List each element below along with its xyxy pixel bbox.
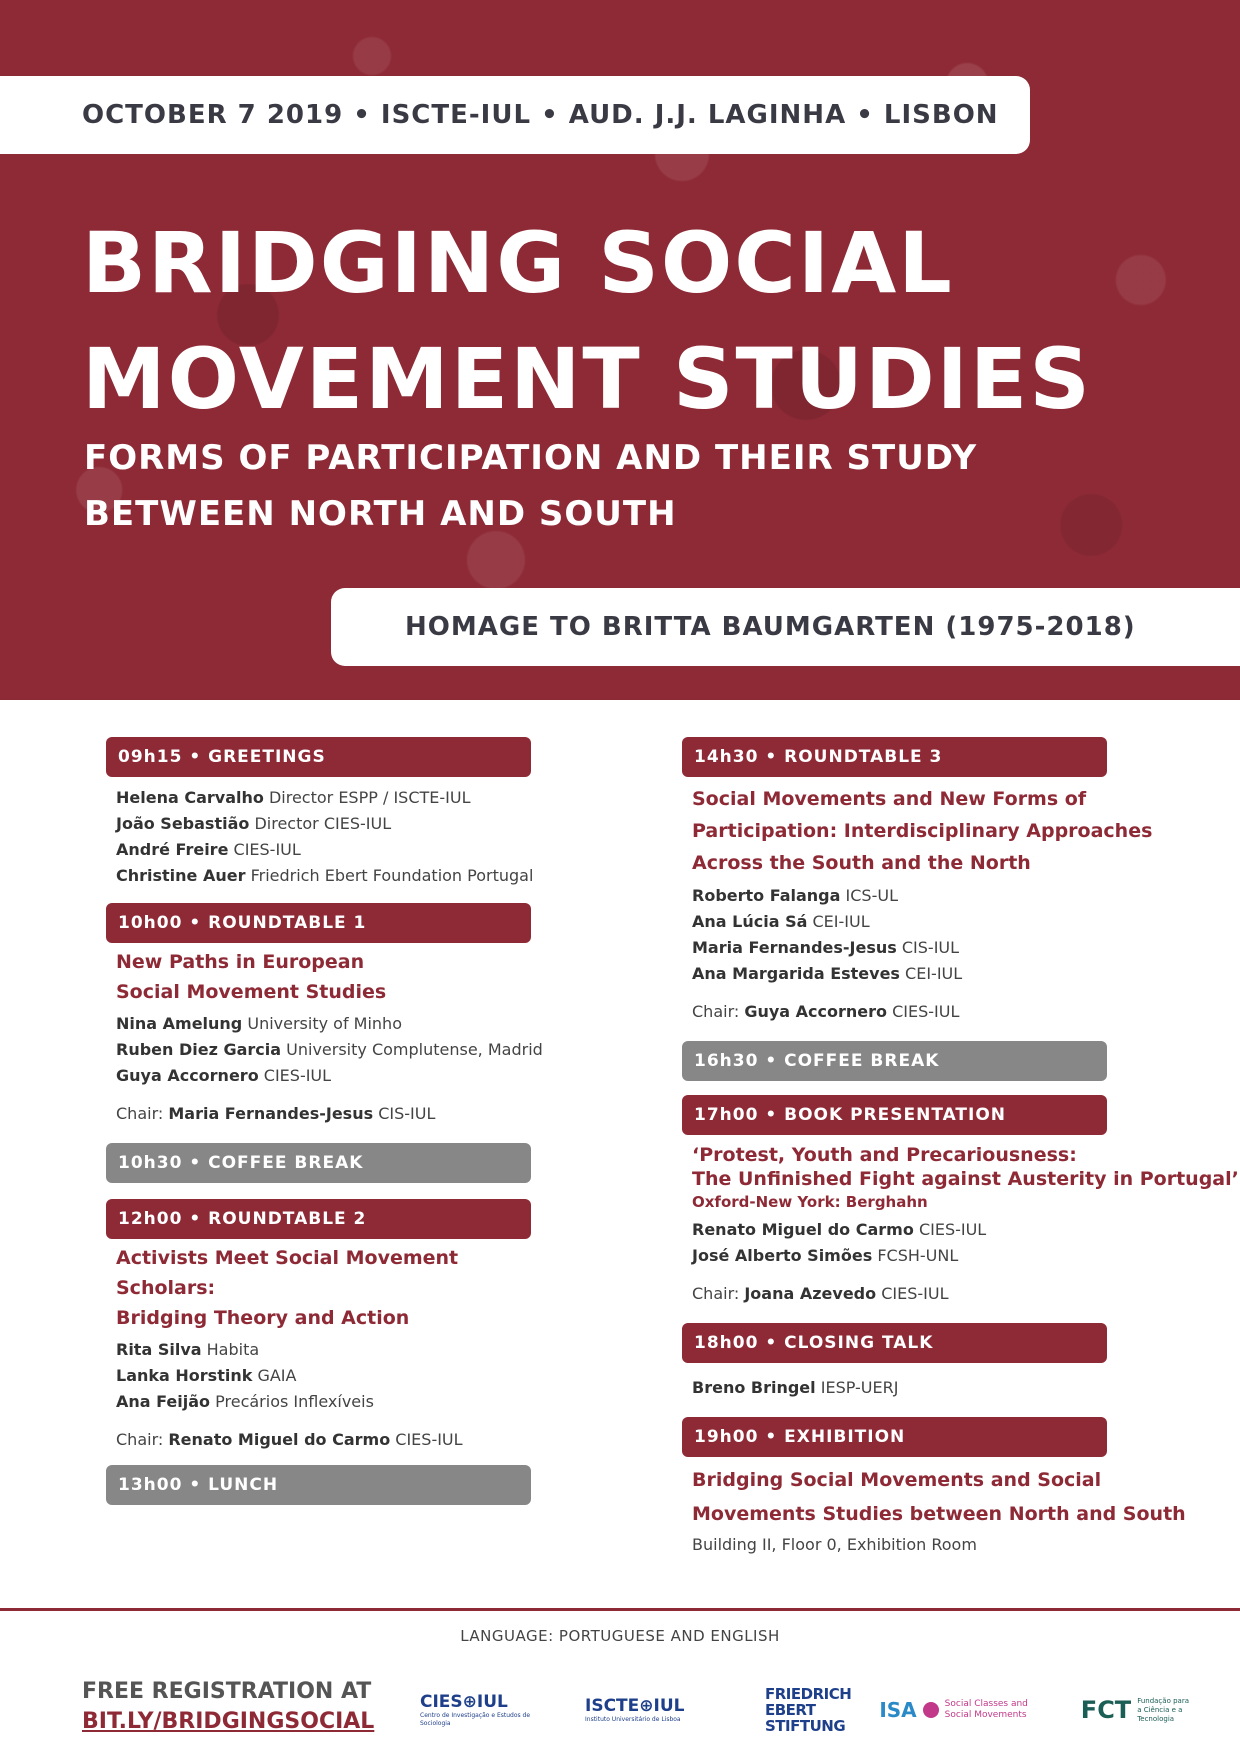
session-header: 18h00 • CLOSING TALK xyxy=(682,1323,1107,1363)
date-location-bar xyxy=(0,76,1030,154)
subtitle-line-2: BETWEEN NORTH AND SOUTH xyxy=(84,494,677,534)
session-lunch xyxy=(106,1465,531,1505)
speaker-list xyxy=(692,1217,1222,1269)
speaker-list xyxy=(692,1375,1222,1401)
speaker: André Freire CIES-IUL xyxy=(116,840,301,859)
speaker-list xyxy=(692,883,1222,987)
session-chair: Chair: Guya Accornero CIES-IUL xyxy=(692,1002,960,1021)
session-roundtable-1 xyxy=(106,903,543,1127)
session-header: 12h00 • ROUNDTABLE 2 xyxy=(106,1199,531,1239)
speaker-list xyxy=(116,1337,531,1415)
speaker: Ana Feijão Precários Inflexíveis xyxy=(116,1392,374,1411)
speaker: Guya Accornero CIES-IUL xyxy=(116,1066,332,1085)
session-chair: Chair: Joana Azevedo CIES-IUL xyxy=(692,1284,949,1303)
session-header: 13h00 • LUNCH xyxy=(106,1465,531,1505)
session-header: 19h00 • EXHIBITION xyxy=(682,1417,1107,1457)
session-header: 16h30 • COFFEE BREAK xyxy=(682,1041,1107,1081)
speaker: Maria Fernandes-Jesus CIS-IUL xyxy=(692,938,960,957)
speaker: Christine Auer Friedrich Ebert Foundation Portugal xyxy=(116,866,534,885)
speaker: Lanka Horstink GAIA xyxy=(116,1366,297,1385)
session-closing-talk xyxy=(682,1323,1222,1401)
isa-logo: ISA Social Classes and Social Movements xyxy=(879,1698,1028,1722)
session-book-presentation xyxy=(682,1095,1239,1307)
session-exhibition xyxy=(682,1417,1222,1557)
isa-rc-icon xyxy=(923,1702,939,1718)
speaker: Ana Margarida Esteves CEI-IUL xyxy=(692,964,963,983)
speaker: Nina Amelung University of Minho xyxy=(116,1014,402,1033)
session-header: 14h30 • ROUNDTABLE 3 xyxy=(682,737,1107,777)
session-chair: Chair: Renato Miguel do Carmo CIES-IUL xyxy=(116,1430,463,1449)
session-greetings xyxy=(106,737,534,889)
speaker: José Alberto Simões FCSH-UNL xyxy=(692,1246,959,1265)
registration-block xyxy=(82,1677,374,1737)
session-roundtable-3 xyxy=(682,737,1222,1025)
program-right-column xyxy=(682,737,1239,1557)
speaker: Breno Bringel IESP-UERJ xyxy=(692,1378,899,1397)
homage-text: HOMAGE TO BRITTA BAUMGARTEN (1975-2018) xyxy=(405,612,1136,642)
session-header: 10h00 • ROUNDTABLE 1 xyxy=(106,903,531,943)
title-line-1: BRIDGING SOCIAL xyxy=(82,214,954,312)
program-left-column xyxy=(106,737,543,1505)
session-header: 17h00 • BOOK PRESENTATION xyxy=(682,1095,1107,1135)
speaker: Helena Carvalho Director ESPP / ISCTE-IUL xyxy=(116,788,471,807)
registration-text: FREE REGISTRATION AT xyxy=(82,1679,372,1704)
session-header: 09h15 • GREETINGS xyxy=(106,737,531,777)
subtitle-line-1: FORMS OF PARTICIPATION AND THEIR STUDY xyxy=(84,438,978,478)
session-topic: New Paths in European Social Movement Studies xyxy=(116,951,387,1003)
page-title xyxy=(82,205,1202,437)
speaker-list xyxy=(116,1011,543,1089)
speaker: João Sebastião Director CIES-IUL xyxy=(116,814,392,833)
speaker-list xyxy=(116,785,534,889)
speaker: Roberto Falanga ICS-UL xyxy=(692,886,898,905)
session-header: 10h30 • COFFEE BREAK xyxy=(106,1143,531,1183)
homage-bar xyxy=(331,588,1240,666)
speaker: Ana Lúcia Sá CEI-IUL xyxy=(692,912,870,931)
fct-logo: FCT Fundação para a Ciência e a Tecnologia xyxy=(1080,1696,1189,1724)
session-topic: Bridging Social Movements and Social Movements Studies between North and South xyxy=(692,1469,1186,1525)
session-coffee-break-2 xyxy=(682,1041,1222,1081)
fes-logo: FRIEDRICH EBERT STIFTUNG xyxy=(765,1685,852,1735)
book-publisher: Oxford-New York: Berghahn xyxy=(692,1193,928,1211)
registration-link[interactable]: BIT.LY/BRIDGINGSOCIAL xyxy=(82,1709,375,1734)
session-coffee-break-1 xyxy=(106,1143,531,1183)
speaker: Ruben Diez Garcia University Complutense, Madrid xyxy=(116,1040,543,1059)
session-roundtable-2 xyxy=(106,1199,531,1453)
language-note: LANGUAGE: PORTUGUESE AND ENGLISH xyxy=(460,1627,780,1645)
date-location-text: OCTOBER 7 2019 • ISCTE-IUL • AUD. J.J. LAGINHA • LISBON xyxy=(82,100,999,130)
exhibition-location: Building II, Floor 0, Exhibition Room xyxy=(692,1535,977,1554)
speaker: Renato Miguel do Carmo CIES-IUL xyxy=(692,1220,987,1239)
session-topic: Social Movements and New Forms of Participation: Interdisciplinary Approaches Across the South and the North xyxy=(692,788,1153,874)
cies-logo: CIES⊕IUL Centro de Investigação e Estudos de Sociologia xyxy=(420,1692,531,1727)
iscte-logo: ISCTE⊕IUL Instituto Universitário de Lisboa xyxy=(585,1696,685,1723)
session-topic: ‘Protest, Youth and Precariousness: The Unfinished Fight against Austerity in Portugal’ xyxy=(692,1144,1239,1190)
page-subtitle xyxy=(84,430,1204,542)
title-line-2: MOVEMENT STUDIES xyxy=(82,330,1092,428)
speaker: Rita Silva Habita xyxy=(116,1340,260,1359)
footer-divider xyxy=(0,1608,1240,1611)
session-topic: Activists Meet Social Movement Scholars: Bridging Theory and Action xyxy=(116,1247,459,1329)
session-chair: Chair: Maria Fernandes-Jesus CIS-IUL xyxy=(116,1104,436,1123)
